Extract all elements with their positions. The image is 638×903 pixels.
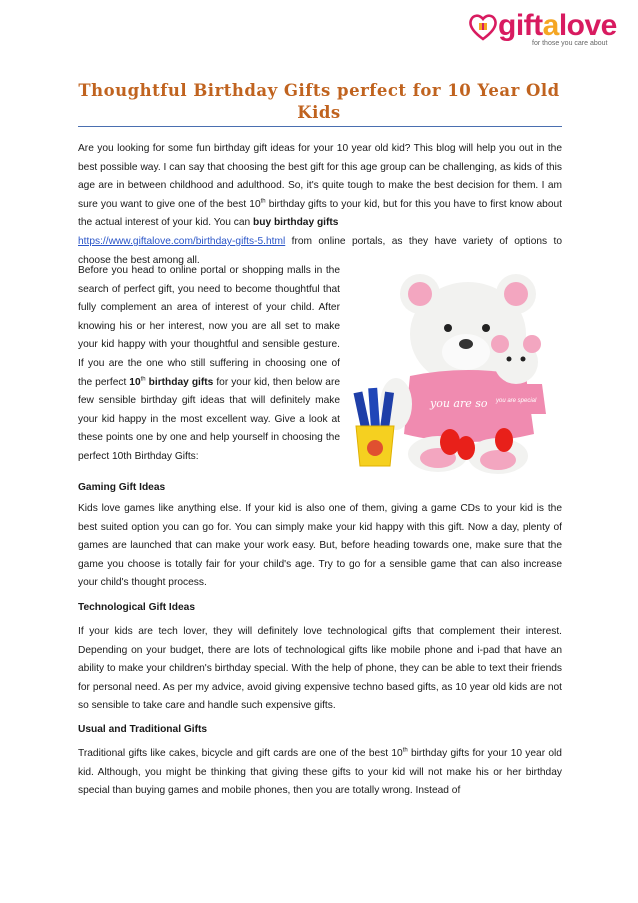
second-paragraph: Before you head to online portal or shopping malls in the search of perfect gift, you need to become thoughtful that fully complement an area of interest of your child. After knowing his or her interest, now you are all set to make your kid happy with your thoughtful and sensible gesture. If you are the one who still suffering in choosing one of the perfect 10th birthday gifts for your kid, then below are few sensible birthday gift ideas that will definitely make your kid happy in the most excellent way. Give a look at these points one by one and help yourself in choosing the perfect 10th Birthday Gifts: — [78, 265, 340, 462]
intro-paragraph: Are you looking for some fun birthday gift ideas for your 10 year old kid? This blog will help you out in the best possible way. I can say that choosing the best gift for this age group can be challenging, as kids of this age are in between childhood and adulthood. So, it's quite tough to make the best decision for them. I am sure you want to give one of the best 10th birthday gifts to your kid, but for this you have to first know about the actual interest of your kid. You can buy birthday gifts https://www.giftalove.com/birthday-gifts-5.html from online portals, as they have variety of options to choose the best among all. — [78, 143, 562, 266]
section-body-traditional: Traditional gifts like cakes, bicycle and gift cards are one of the best 10th birthday gifts for your 10 year old kid. Although, you might be thinking that giving these gifts to your kid will not make his or her birthday special than buying games and mobile phones, then you are totally wrong. Instead of — [78, 747, 562, 797]
svg-text:you are so: you are so — [430, 397, 488, 410]
heart-gift-icon — [468, 12, 498, 42]
giftalove-logo — [468, 8, 628, 50]
birthday-gifts-link[interactable]: https://www.giftalove.com/birthday-gifts-5.html — [78, 235, 286, 247]
page-title: Thoughtful Birthday Gifts perfect for 10 Year Old Kids — [78, 81, 560, 122]
section-heading-gaming: Gaming Gift Ideas — [78, 482, 166, 493]
section-heading-technological: Technological Gift Ideas — [78, 602, 195, 613]
teddy-bear-gift-image — [348, 264, 562, 476]
svg-text:you are special: you are special — [496, 398, 537, 404]
section-body-gaming: Kids love games like anything else. If your kid is also one of them, giving a game CDs to your kid is the best suited option you can go for. You can simply make your kid happy with this gift. Now a day, plenty of games are launched that can make your work easy. But, before heading towards one, make sure that the game you choose is totally fair for your child's age. Try to go for a sensible game that can also increase your child's thought process. — [78, 503, 562, 589]
section-body-technological: If your kids are tech lover, they will definitely love technological gifts that complement their interest. Depending on your budget, there are lots of technological gifts like mobile phone and i-pad that have an ability to make your children's birthday special. With the help of phone, they can be able to text their friends for personal need. As per my advice, avoid giving expensive techno based gifts, as 10 year old kids are not so sensible to take care and handle such expensive gifts. — [78, 626, 562, 712]
logo-tagline: for those you care about — [532, 40, 608, 47]
logo-wordmark: giftalove — [498, 9, 617, 42]
title-divider — [78, 126, 562, 127]
section-heading-traditional: Usual and Traditional Gifts — [78, 724, 208, 735]
